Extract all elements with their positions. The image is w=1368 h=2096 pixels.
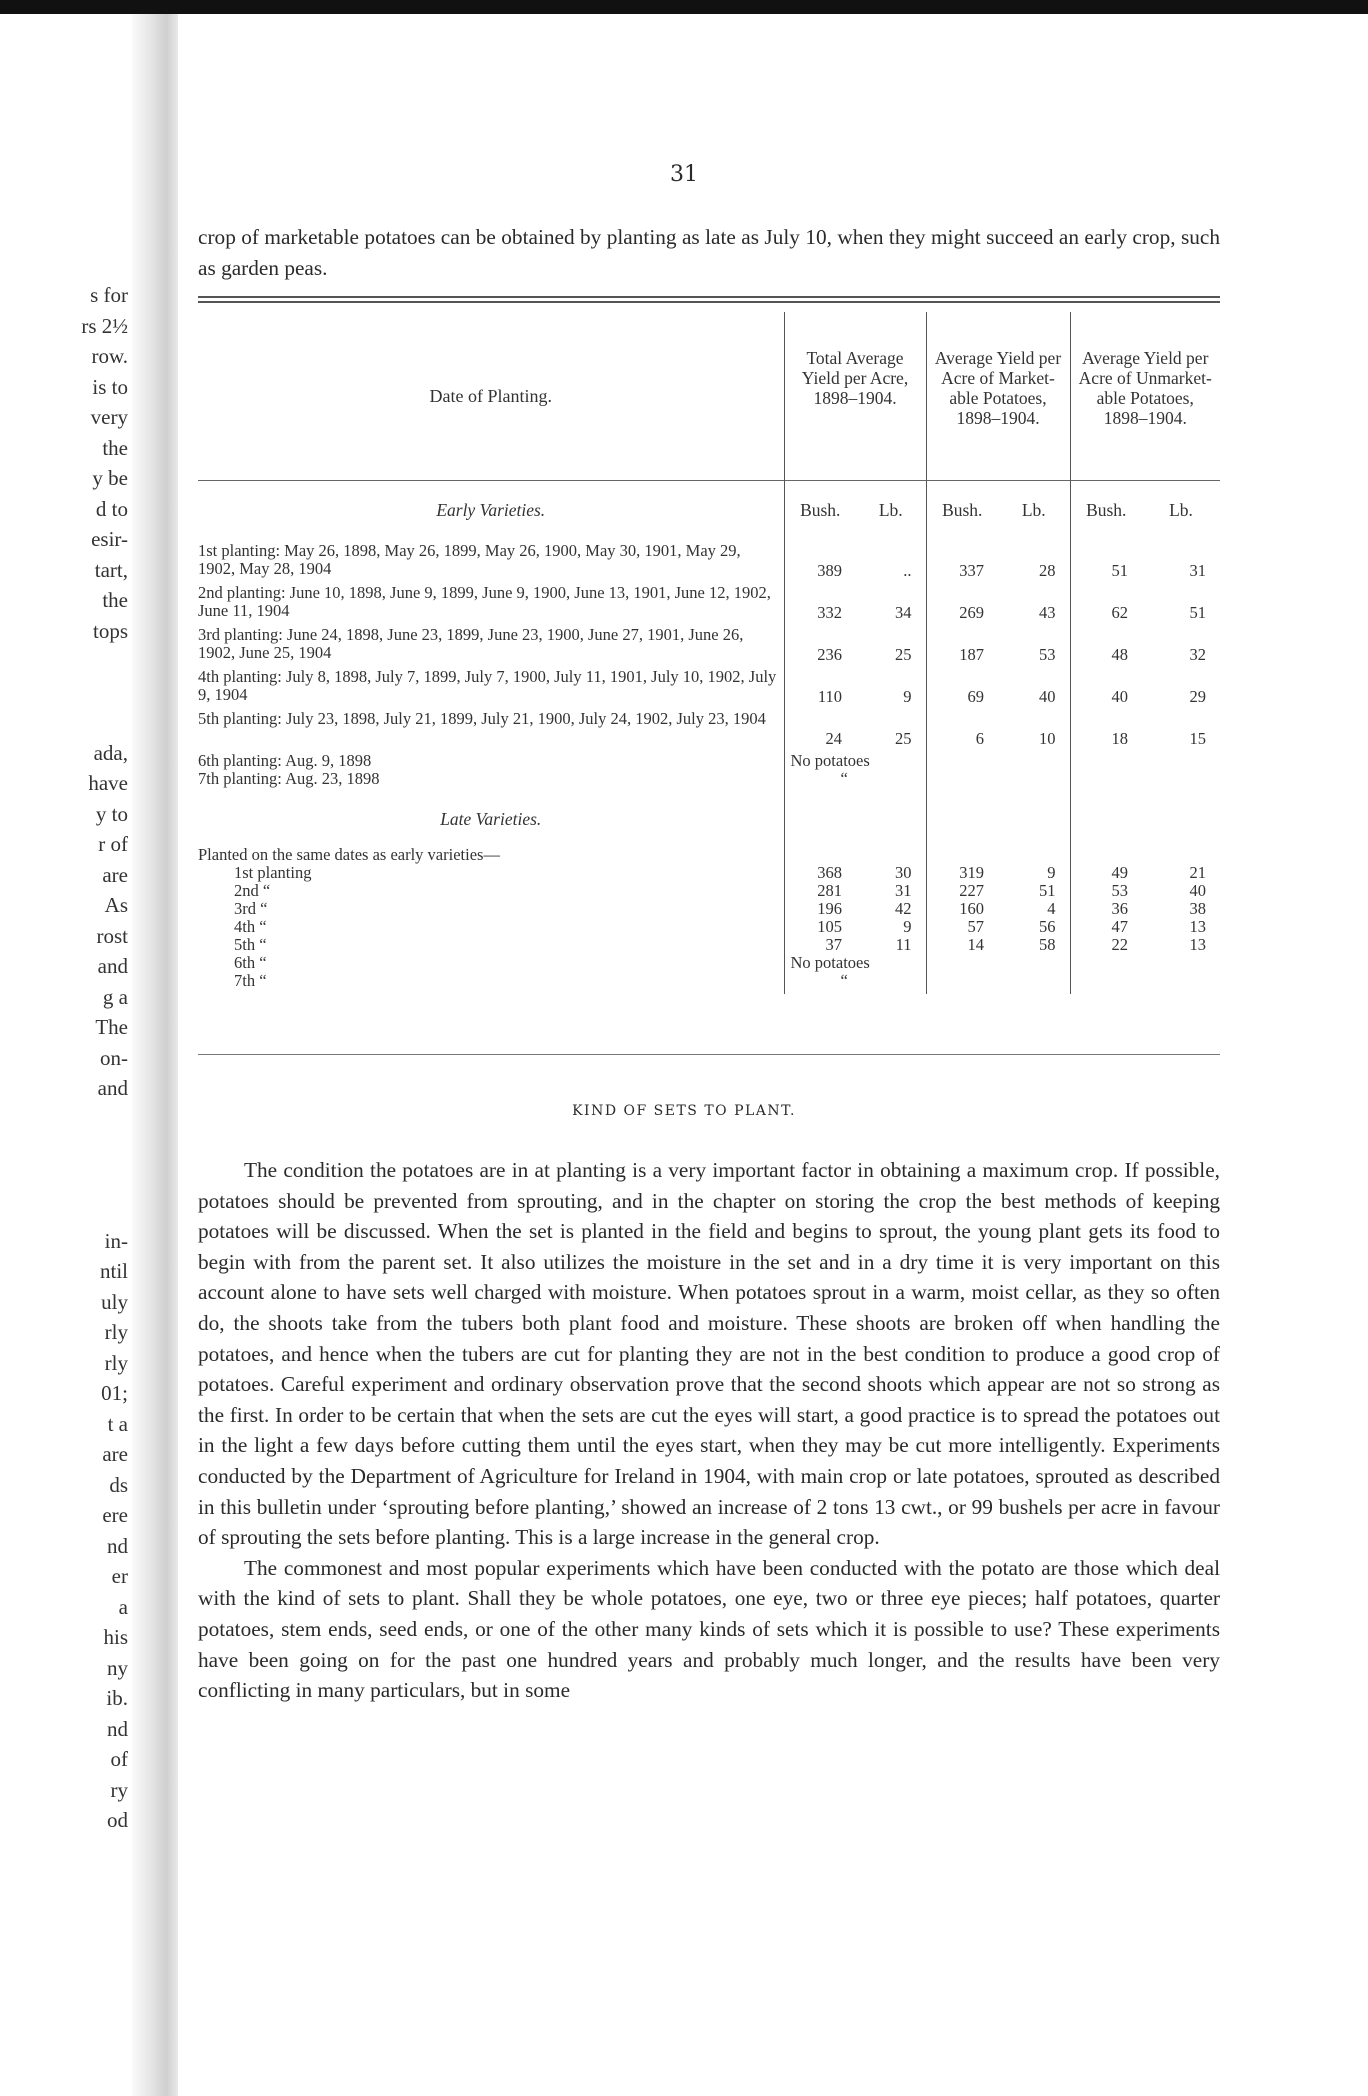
table-row	[198, 626, 1220, 668]
margin-fragment: y to	[95, 801, 128, 826]
margin-fragment: nd	[107, 1716, 128, 1741]
table-row	[198, 710, 1220, 752]
row-label: 5th planting: July 23, 1898, July 21, 1899, July 21, 1900, July 24, 1902, July 23, 1904	[198, 709, 766, 728]
table-top-rule	[198, 296, 1220, 298]
row-value-m-lb: 10	[1039, 729, 1056, 748]
margin-fragment	[0, 677, 132, 708]
row-value-t-bush: 236	[784, 626, 856, 668]
row-label: 4th planting: July 8, 1898, July 7, 1899, July 7, 1900, July 11, 1901, July 10, 1902, July 9, 1904	[198, 667, 777, 704]
unit-total-bush: Bush.	[784, 480, 856, 524]
intro-paragraph: crop of marketable potatoes can be obtained by planting as late as July 10, when they might succeed an early crop, such as garden peas.	[198, 225, 1220, 280]
row-value-t-bush: 196	[784, 900, 856, 918]
row-value-t-bush: 332	[784, 584, 856, 626]
table-row	[198, 954, 1220, 972]
margin-fragment: uly	[101, 1289, 128, 1314]
row-value-u-bush: 48	[1070, 626, 1142, 668]
margin-fragment	[0, 646, 132, 677]
margin-fragment: As	[104, 893, 128, 917]
row-value-t-bush: 37	[784, 936, 856, 954]
row-label: 5th “	[234, 935, 267, 954]
row-value-m-lb: 40	[1039, 687, 1056, 706]
row-value-m-bush: 57	[926, 918, 998, 936]
margin-fragment: ib.	[106, 1686, 128, 1710]
row-value-t-lb: 31	[895, 881, 912, 900]
unit-total-lb: Lb.	[856, 480, 926, 524]
table-row	[198, 584, 1220, 626]
margin-fragment: have	[88, 771, 128, 795]
margin-fragment	[0, 707, 132, 738]
row-value-u-lb: 40	[1189, 881, 1206, 900]
margin-fragment: The	[95, 1015, 128, 1039]
row-value-m-lb: 56	[1039, 917, 1056, 936]
header-marketable: Average Yield per Acre of Market-able Potatoes, 1898–1904.	[926, 312, 1070, 480]
margin-fragment: very	[90, 405, 128, 429]
unit-unmarket-lb: Lb.	[1142, 480, 1220, 524]
margin-fragment: s for	[90, 283, 128, 307]
margin-fragment: g a	[102, 984, 128, 1009]
row-value-t-lb: 11	[895, 935, 912, 954]
margin-fragment: rost	[96, 923, 128, 948]
row-value-m-bush: 160	[926, 900, 998, 918]
margin-fragment: ds	[109, 1472, 128, 1497]
row-value-u-bush: 18	[1070, 710, 1142, 752]
margin-fragment: in-	[104, 1228, 128, 1253]
page-number: 31	[670, 162, 698, 187]
row-value-m-bush: 69	[926, 668, 998, 710]
row-value-t-bush: 389	[784, 542, 856, 584]
row-value: No potatoes	[784, 954, 926, 972]
margin-fragment: the	[102, 588, 128, 612]
margin-fragment: rly	[104, 1320, 128, 1344]
row-label: 7th planting: Aug. 23, 1898	[198, 769, 380, 788]
row-value-m-bush: 187	[926, 626, 998, 668]
margin-fragment: ry	[110, 1777, 128, 1802]
unit-unmarket-bush: Bush.	[1070, 480, 1142, 524]
margin-fragment	[0, 1165, 132, 1196]
row-value-t-bush: 24	[784, 710, 856, 752]
margin-fragment: on-	[100, 1045, 128, 1070]
row-value-u-bush: 49	[1070, 864, 1142, 882]
row-label: 2nd planting: June 10, 1898, June 9, 1899, June 9, 1900, June 13, 1901, June 12, 1902, June 11, 1904	[198, 583, 771, 620]
margin-fragment: ere	[102, 1503, 128, 1527]
table-row	[198, 864, 1220, 882]
row-value-u-lb: 29	[1189, 687, 1206, 706]
margin-fragment: ada,	[93, 740, 128, 765]
table-row	[198, 542, 1220, 584]
row-value-m-lb: 43	[1039, 603, 1056, 622]
row-value-u-bush: 36	[1070, 900, 1142, 918]
table-row	[198, 752, 1220, 770]
late-rows	[198, 864, 1220, 954]
margin-fragment: t a	[107, 1411, 128, 1436]
book-gutter	[132, 14, 178, 2096]
row-value-m-bush: 14	[926, 936, 998, 954]
row-value-m-bush: 269	[926, 584, 998, 626]
row-value-u-lb: 32	[1189, 645, 1206, 664]
table-row	[198, 936, 1220, 954]
table-row	[198, 882, 1220, 900]
margin-fragment: er	[111, 1564, 128, 1588]
row-value-u-bush: 51	[1070, 542, 1142, 584]
row-value-u-lb: 51	[1189, 603, 1206, 622]
header-total: Total Average Yield per Acre, 1898–1904.	[784, 312, 926, 480]
row-value-t-bush: 281	[784, 882, 856, 900]
margin-fragment: is to	[92, 374, 128, 399]
row-label: 3rd planting: June 24, 1898, June 23, 1899, June 23, 1900, June 27, 1901, June 26, 1902, June 25, 1904	[198, 625, 744, 662]
margin-fragment: are	[102, 1442, 128, 1466]
row-value-u-lb: 13	[1189, 935, 1206, 954]
row-label: 2nd “	[234, 881, 271, 900]
row-value-t-lb: 25	[895, 645, 912, 664]
row-value-t-lb: 34	[895, 603, 912, 622]
margin-fragment: 01;	[101, 1381, 128, 1405]
row-value-u-lb: 31	[1189, 561, 1206, 580]
margin-fragment: y be	[92, 466, 128, 490]
unit-market-lb: Lb.	[998, 480, 1070, 524]
table-row	[198, 668, 1220, 710]
margin-fragment: row.	[91, 344, 128, 368]
margin-fragment: tops	[92, 618, 128, 643]
row-value-t-lb: 30	[895, 863, 912, 882]
row-value-m-bush: 337	[926, 542, 998, 584]
paragraph-2: The commonest and most popular experiments which have been conducted with the potato are those which deal with the kind of sets to plant. Shall they be whole potatoes, one eye, two or three eye pieces; half potatoes, quarter potatoes, stem ends, seed ends, or one of the other many kinds of sets which it is possible to use? These experiments have been going on for the past one hundred years and probably much longer, and the results have been very conflicting in many particulars, but in some	[198, 1555, 1220, 1703]
margin-fragment: nd	[107, 1533, 128, 1558]
row-label: 6th “	[234, 953, 267, 972]
row-value-m-bush: 319	[926, 864, 998, 882]
unit-market-bush: Bush.	[926, 480, 998, 524]
section-heading: KIND OF SETS TO PLANT.	[572, 1103, 796, 1119]
row-label: 6th planting: Aug. 9, 1898	[198, 751, 372, 770]
row-value-u-lb: 38	[1189, 899, 1206, 918]
margin-fragment: d to	[95, 496, 128, 521]
margin-fragment: esir-	[91, 527, 128, 551]
row-value-t-lb: 9	[903, 917, 912, 936]
row-value-u-lb: 21	[1189, 863, 1206, 882]
table-header-row	[198, 312, 1220, 480]
row-value: No potatoes	[784, 752, 926, 770]
margin-fragment: a	[118, 1594, 128, 1619]
row-value-t-lb: 25	[895, 729, 912, 748]
row-value-m-lb: 51	[1039, 881, 1056, 900]
early-rows	[198, 542, 1220, 752]
row-value-u-lb: 13	[1189, 917, 1206, 936]
row-value-t-bush: 110	[784, 668, 856, 710]
row-value-t-lb: ..	[903, 561, 912, 580]
units-row	[198, 480, 1220, 524]
margin-fragment: the	[102, 435, 128, 460]
margin-fragment	[0, 1134, 132, 1165]
row-value-m-lb: 9	[1047, 863, 1056, 882]
row-value: “	[784, 972, 926, 994]
margin-fragment: r of	[98, 832, 128, 856]
margin-fragment: of	[110, 1747, 128, 1771]
row-value: “	[784, 770, 926, 788]
row-value-m-lb: 4	[1047, 899, 1056, 918]
table-row	[198, 918, 1220, 936]
margin-fragment: and	[97, 1076, 128, 1100]
margin-fragment: are	[102, 862, 128, 887]
late-varieties-title: Late Varieties.	[440, 809, 542, 829]
row-value-t-lb: 9	[903, 687, 912, 706]
table-bottom-rule	[198, 1054, 1220, 1055]
row-value-m-bush: 6	[926, 710, 998, 752]
margin-fragment: rly	[104, 1350, 128, 1375]
row-label: 1st planting: May 26, 1898, May 26, 1899, May 26, 1900, May 30, 1901, May 29, 1902, May 28, 1904	[198, 541, 741, 578]
row-value-m-lb: 53	[1039, 645, 1056, 664]
row-value-t-lb: 42	[895, 899, 912, 918]
table-row	[198, 770, 1220, 788]
row-value-t-bush: 105	[784, 918, 856, 936]
row-label: 4th “	[234, 917, 267, 936]
header-date: Date of Planting.	[429, 385, 552, 406]
row-value-u-bush: 40	[1070, 668, 1142, 710]
margin-fragment: and	[97, 954, 128, 978]
margin-fragment: od	[107, 1808, 128, 1832]
table-row	[198, 972, 1220, 994]
row-value-u-lb: 15	[1189, 729, 1206, 748]
early-varieties-title: Early Varieties.	[198, 480, 784, 524]
row-value-m-lb: 58	[1039, 935, 1056, 954]
row-label: 3rd “	[234, 899, 268, 918]
yield-table	[198, 312, 1220, 994]
row-label: 1st planting	[234, 863, 312, 882]
margin-fragment: ntil	[99, 1259, 128, 1283]
margin-fragment: ny	[107, 1655, 128, 1680]
row-value-u-bush: 62	[1070, 584, 1142, 626]
late-intro: Planted on the same dates as early varieties—	[198, 845, 500, 864]
header-unmarketable: Average Yield per Acre of Unmarket-able Potatoes, 1898–1904.	[1070, 312, 1220, 480]
scan-top-border	[0, 0, 1368, 14]
row-value-u-bush: 47	[1070, 918, 1142, 936]
row-value-t-bush: 368	[784, 864, 856, 882]
margin-fragment: rs 2½	[81, 313, 128, 338]
margin-fragment	[0, 1195, 132, 1226]
late-varieties-title-row	[198, 788, 1220, 840]
row-value-u-bush: 53	[1070, 882, 1142, 900]
row-value-m-bush: 227	[926, 882, 998, 900]
row-value-m-lb: 28	[1039, 561, 1056, 580]
table-top-rule-2	[198, 301, 1220, 303]
table-row	[198, 900, 1220, 918]
margin-fragment: tart,	[94, 557, 128, 582]
row-value-u-bush: 22	[1070, 936, 1142, 954]
facing-page-fragment	[0, 280, 132, 1836]
paragraph-1: The condition the potatoes are in at planting is a very important factor in obtaining a maximum crop. If possible, potatoes should be prevented from sprouting, and in the chapter on storing the crop the best methods of keeping potatoes will be discussed. When the set is planted in the field and begins to sprout, the young plant gets its food to begin with from the parent set. It also utilizes the moisture in the set and in a dry time it is very important on this account alone to have sets well charged with moisture. When potatoes sprout in a warm, moist cellar, as they so often do, the shoots take from the tubers both plant food and moisture. These shoots are broken off when handling the potatoes, and hence when the tubers are cut for planting they are not in the best condition to produce a good crop of potatoes. Careful experiment and ordinary observation prove that the second shoots which appear are not so strong as the first. In order to be certain that when the sets are cut the eyes will start, a good practice is to spread the potatoes out in the light a few days before cutting them until the eyes start, when they may be cut more intelligently. Experiments conducted by the Department of Agriculture for Ireland in 1904, with main crop or late potatoes, sprouted as described in this bulletin under ‘sprouting before planting,’ showed an increase of 2 tons 13 cwt., or 99 bushels per acre in favour of sprouting the sets before planting. This is a large increase in the general crop.	[198, 1158, 1220, 1550]
margin-fragment: his	[103, 1625, 128, 1649]
row-label: 7th “	[234, 971, 267, 990]
body-text	[198, 1155, 1220, 1706]
